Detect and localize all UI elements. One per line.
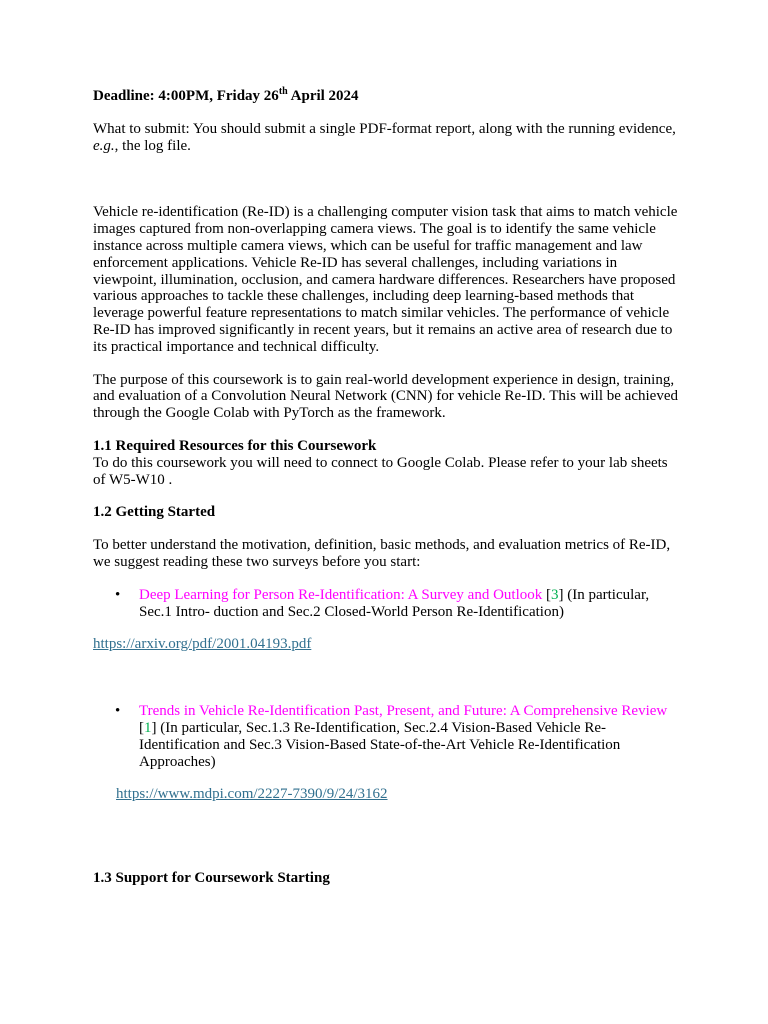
submit-italic: e.g. [93, 137, 115, 154]
section-1-1-body: To do this coursework you will need to connect to Google Colab. Please refer to your lab sheets of W5-W10 . [93, 454, 668, 488]
survey-note: (In particular, Sec.1.3 Re-Identification, Sec.2.4 Vision-Based Vehicle Re-Identification and Sec.3 Vision-Based State-of-the-Art Vehicle Re-Identification Approaches) [139, 719, 621, 770]
survey-list-1 [93, 587, 683, 621]
document-body [93, 88, 683, 887]
survey-note: (In particular, Sec.1 Intro- duction and Sec.2 Closed-World Person Re-Identification) [139, 586, 650, 620]
deadline-line [93, 88, 683, 105]
reference-number[interactable]: 1 [144, 719, 152, 736]
survey-url-line [93, 786, 683, 803]
bullet-icon: • [115, 586, 121, 603]
section-1-2-heading-text: 1.2 Getting Started [93, 504, 216, 521]
deadline-label: Deadline: 4:00PM, Friday 26 [93, 88, 279, 104]
intro-paragraph: Vehicle re-identification (Re-ID) is a challenging computer vision task that aims to match vehicle images captured from non-overlapping camera views. The goal is to identify the same vehicle instance across multiple camera views, which can be useful for traffic management and law enforcement applications. Vehicle Re-ID has several challenges, including variations in viewpoint, illumination, occlusion, and camera hardware differences. Researchers have proposed various approaches to tackle these challenges, including deep learning-based methods that leverage powerful feature representations to match similar vehicles. The performance of vehicle Re-ID has improved significantly in recent years, but it remains an active area of research due to its practical importance and technical difficulty. [93, 204, 678, 355]
reference-open: [ [139, 719, 144, 736]
reference-number[interactable]: 3 [551, 586, 559, 603]
survey-list-2 [93, 703, 683, 770]
deadline-date: April 2024 [287, 88, 359, 104]
submit-instructions [93, 121, 683, 155]
list-item [93, 703, 683, 770]
survey-title-link[interactable]: Trends in Vehicle Re-Identification Past, Present, and Future: A Comprehensive Review [139, 703, 668, 720]
reference-open: [ [542, 586, 551, 603]
submit-suffix: , the log file. [114, 137, 191, 154]
reference-close: ] [151, 719, 157, 736]
section-1-1-heading-text: 1.1 Required Resources for this Coursework [93, 437, 377, 454]
deadline-superscript: th [278, 86, 288, 97]
survey-url-link[interactable]: https://www.mdpi.com/2227-7390/9/24/3162 [116, 786, 388, 803]
bullet-icon: • [115, 703, 121, 720]
section-1-3-heading-text: 1.3 Support for Coursework Starting [93, 870, 330, 887]
survey-url-line [93, 636, 683, 653]
section-1-2-body: To better understand the motivation, definition, basic methods, and evaluation metrics of Re-ID, we suggest reading these two surveys before you start: [93, 537, 671, 570]
section-1-2-heading [93, 504, 683, 521]
list-item [93, 587, 683, 621]
reference-close: ] [558, 586, 564, 603]
survey-title-link[interactable]: Deep Learning for Person Re-Identification: A Survey and Outlook [139, 586, 543, 603]
submit-prefix: What to submit: You should submit a single PDF-format report, along with the running evidence, [93, 120, 676, 137]
section-1-1-heading [93, 438, 683, 455]
section-1-3-heading [93, 870, 683, 887]
purpose-paragraph: The purpose of this coursework is to gain real-world development experience in design, training, and evaluation of a Convolution Neural Network (CNN) for vehicle Re-ID. This will be achieved through the Google Colab with PyTorch as the framework. [93, 371, 678, 422]
survey-url-link[interactable]: https://arxiv.org/pdf/2001.04193.pdf [93, 636, 312, 653]
